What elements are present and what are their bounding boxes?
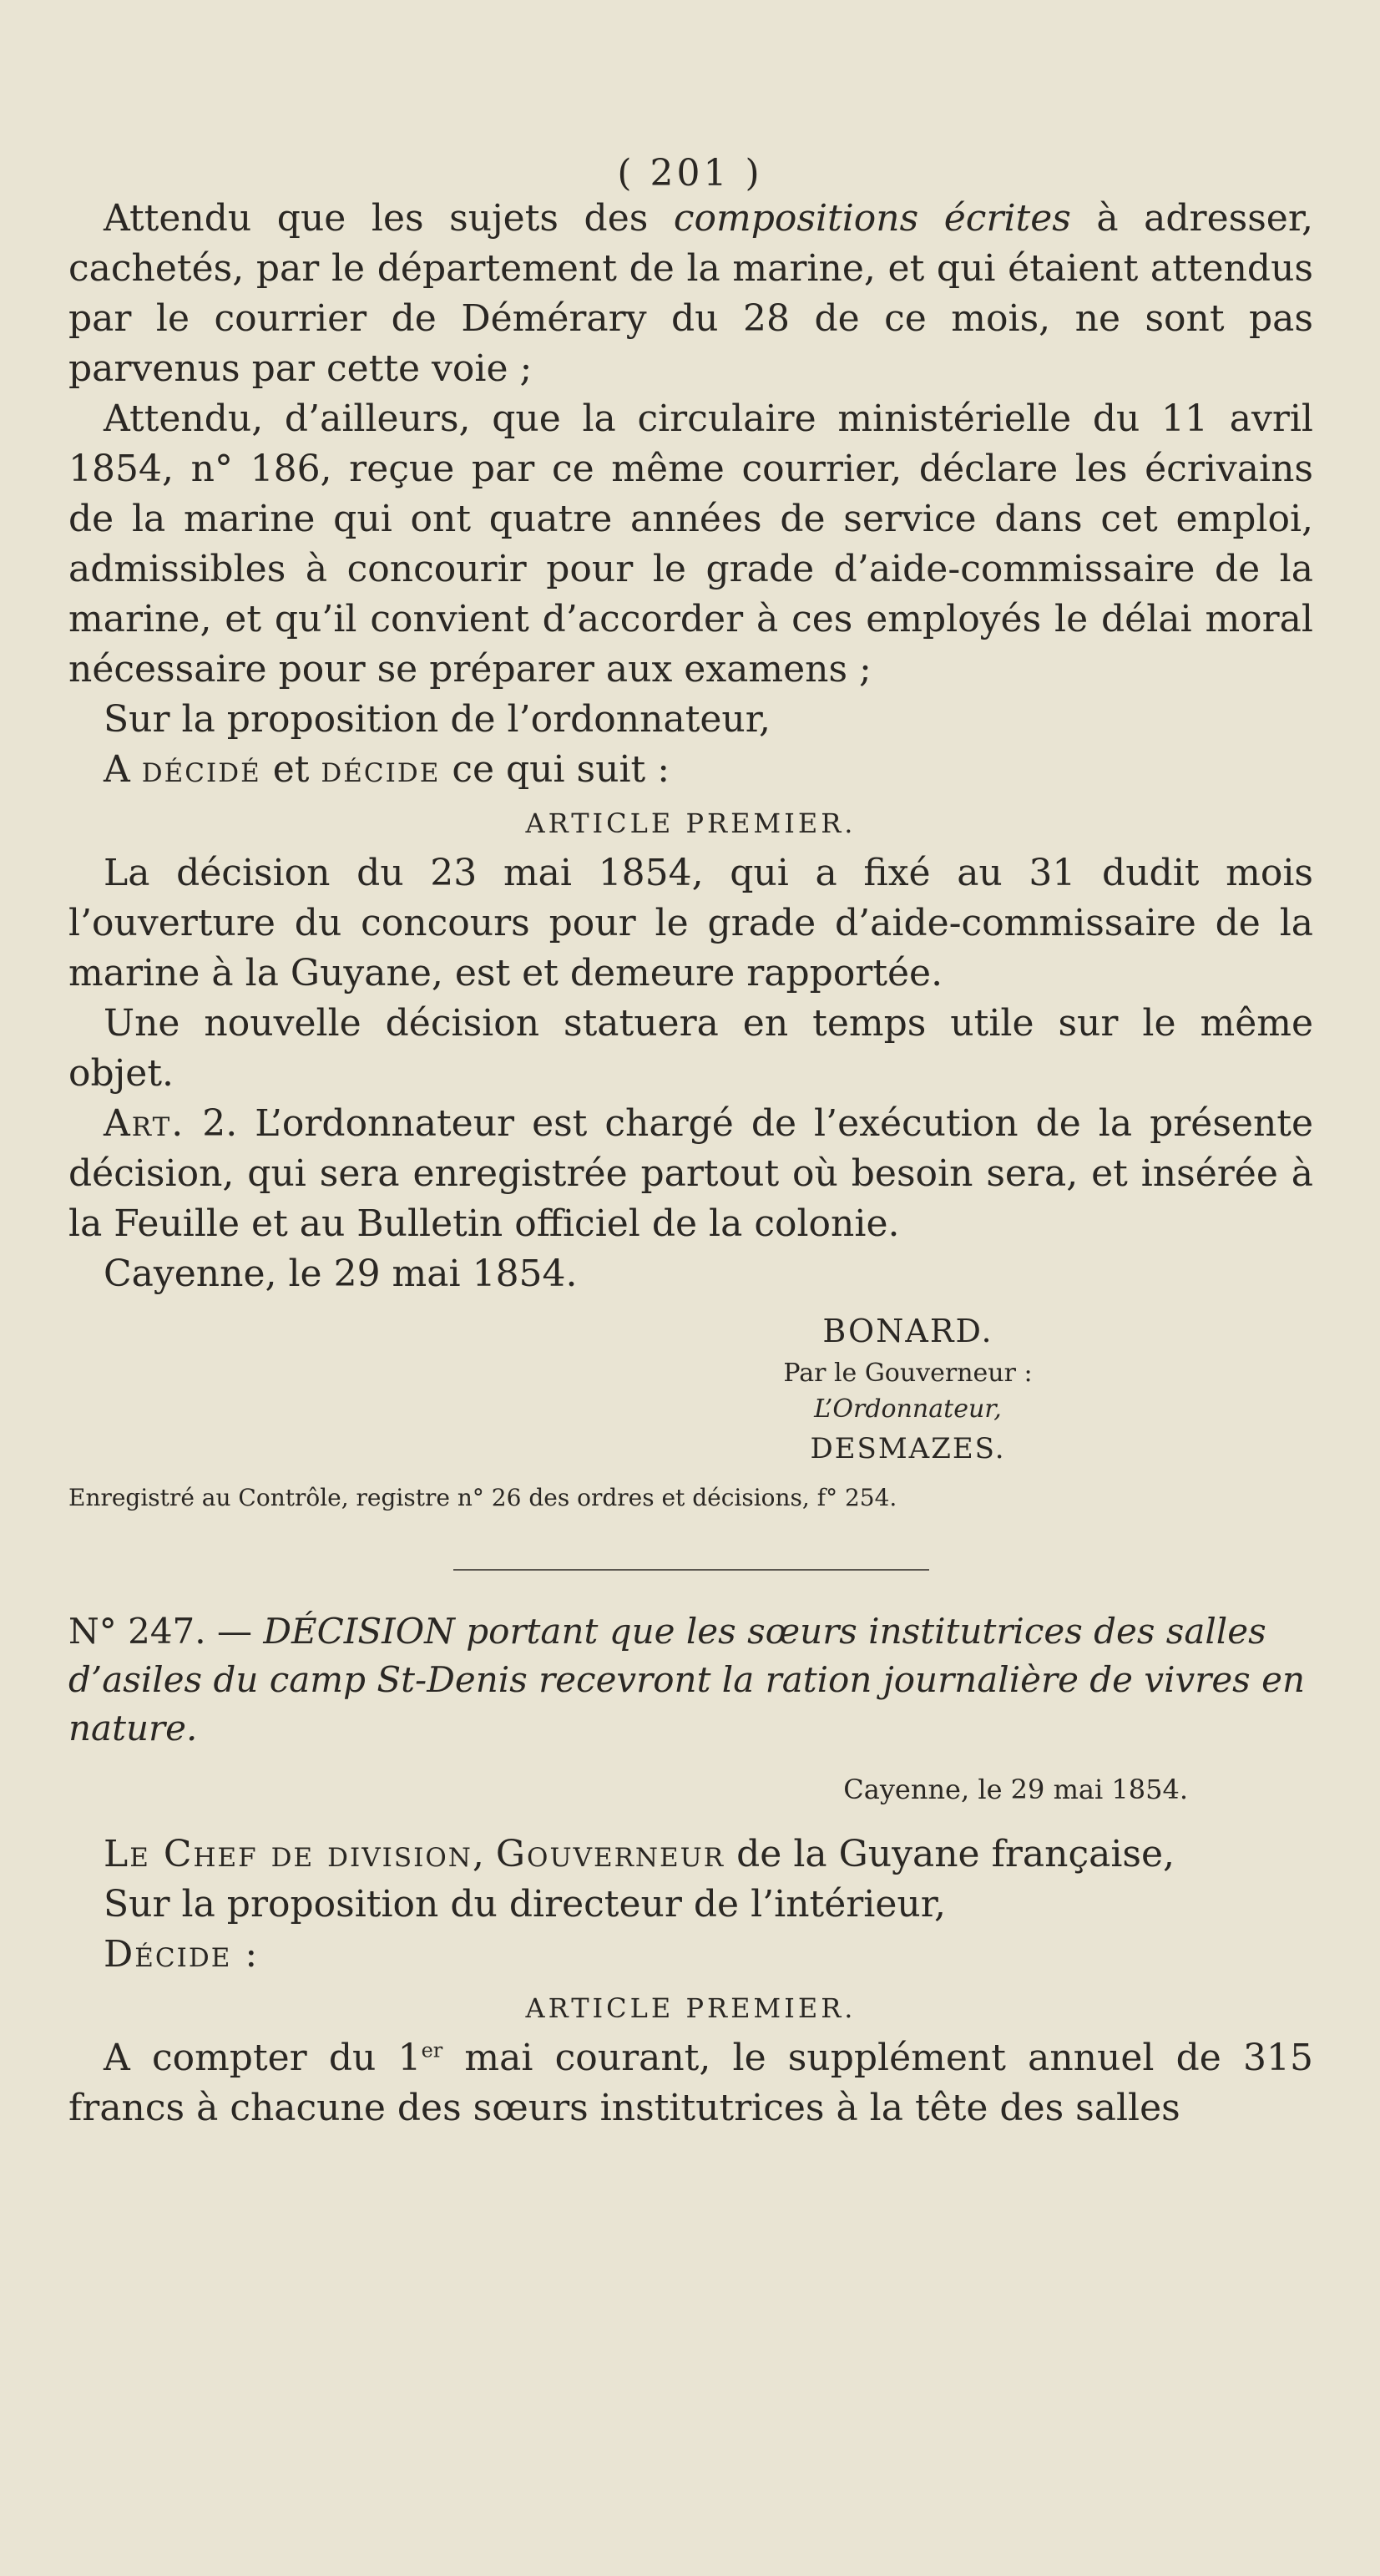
paragraph-nouvelle-decision: Une nouvelle décision statuera en temps utile sur le même objet. [68,1002,1313,1095]
signature-desmazes: DESMAZES. [810,1432,1006,1465]
text-run: de la Guyane française, [725,1833,1175,1875]
emphasis-compositions: compositions écrites [673,197,1071,240]
article-label: Art. [104,1102,185,1145]
paragraph-proposition-2: Sur la proposition du directeur de l’intérieur, [104,1883,946,1926]
text-run: mai courant, le supplément annuel de 315 francs à chacune des sœurs institutrices à la tête des salles [68,2037,1313,2129]
paragraph-decide [68,745,1313,795]
paragraph-chef [68,1830,1313,1880]
decision-title-text: DÉCISION portant que les sœurs institutrices des salles d’asiles du camp St-Denis recevront la ration journalière de vivres en nature. [68,1611,1305,1749]
superscript: er [421,2038,443,2062]
smallcaps-decide-1: décidé [141,748,261,791]
text-run: A compter du 1 [104,2037,422,2079]
registration-note: Enregistré au Contrôle, registre n° 26 des ordres et décisions, f° 254. [68,1484,897,1511]
paragraph-article-1: La décision du 23 mai 1854, qui a fixé au 31 dudit mois l’ouverture du concours pour le grade d’aide-commissaire de la marine à la Guyane, est et demeure rapportée. [68,852,1313,994]
paragraph-attendu-2: Attendu, d’ailleurs, que la circulaire ministérielle du 11 avril 1854, n° 186, reçue par ce même courrier, déclare les écrivains de la marine qui ont quatre années de service dans cet emploi, admissibles à concourir pour le grade d’aide-commissaire de la marine, et qu’il convient d’accorder à ces employés le délai moral nécessaire pour se préparer aux examens ; [68,397,1313,691]
text-run: ce qui suit : [440,748,670,791]
smallcaps-chef: Le Chef de division [104,1833,473,1875]
place-date-2: Cayenne, le 29 mai 1854. [843,1774,1188,1805]
smallcaps-gouverneur: Gouverneur [495,1833,725,1875]
text-run: A [104,748,142,791]
decision-title [68,1607,1313,1753]
ordonnateur-title: L’Ordonnateur, [814,1394,1002,1424]
text-run: à adresser, cachetés, par le département de la marine, et qui étaient attendus par le courrier de Démérary du 28 de ce mois, ne sont pas parvenus par cette voie ; [68,197,1314,390]
smallcaps-decide-2: décide [321,748,441,791]
par-le-gouverneur: Par le Gouverneur : [783,1359,1033,1388]
text-run: et [260,748,321,791]
paragraph-proposition: Sur la proposition de l’ordonnateur, [104,698,771,741]
place-date: Cayenne, le 29 mai 1854. [104,1253,578,1295]
article-heading-2: ARTICLE PREMIER. [525,1992,857,2024]
paragraph-attendu-1 [68,194,1313,394]
text-run: 2. L’ordonnateur est chargé de l’exécution de la présente décision, qui sera enregistrée partout où besoin sera, et insérée à la Feuille et au Bulletin officiel de la colonie. [68,1102,1313,1245]
paragraph-article-2 [68,1099,1313,1249]
decide-label: Décide : [104,1933,260,1976]
section-divider [453,1569,929,1571]
text-run: , [472,1833,496,1875]
article-heading-1: ARTICLE PREMIER. [525,807,857,839]
text-run: Attendu que les sujets des [104,197,674,240]
signature-bonard: BONARD. [822,1313,993,1349]
decision-number: N° 247. — [68,1611,264,1652]
page-number: ( 201 ) [617,152,763,195]
paragraph-article-1-b [68,2033,1313,2133]
